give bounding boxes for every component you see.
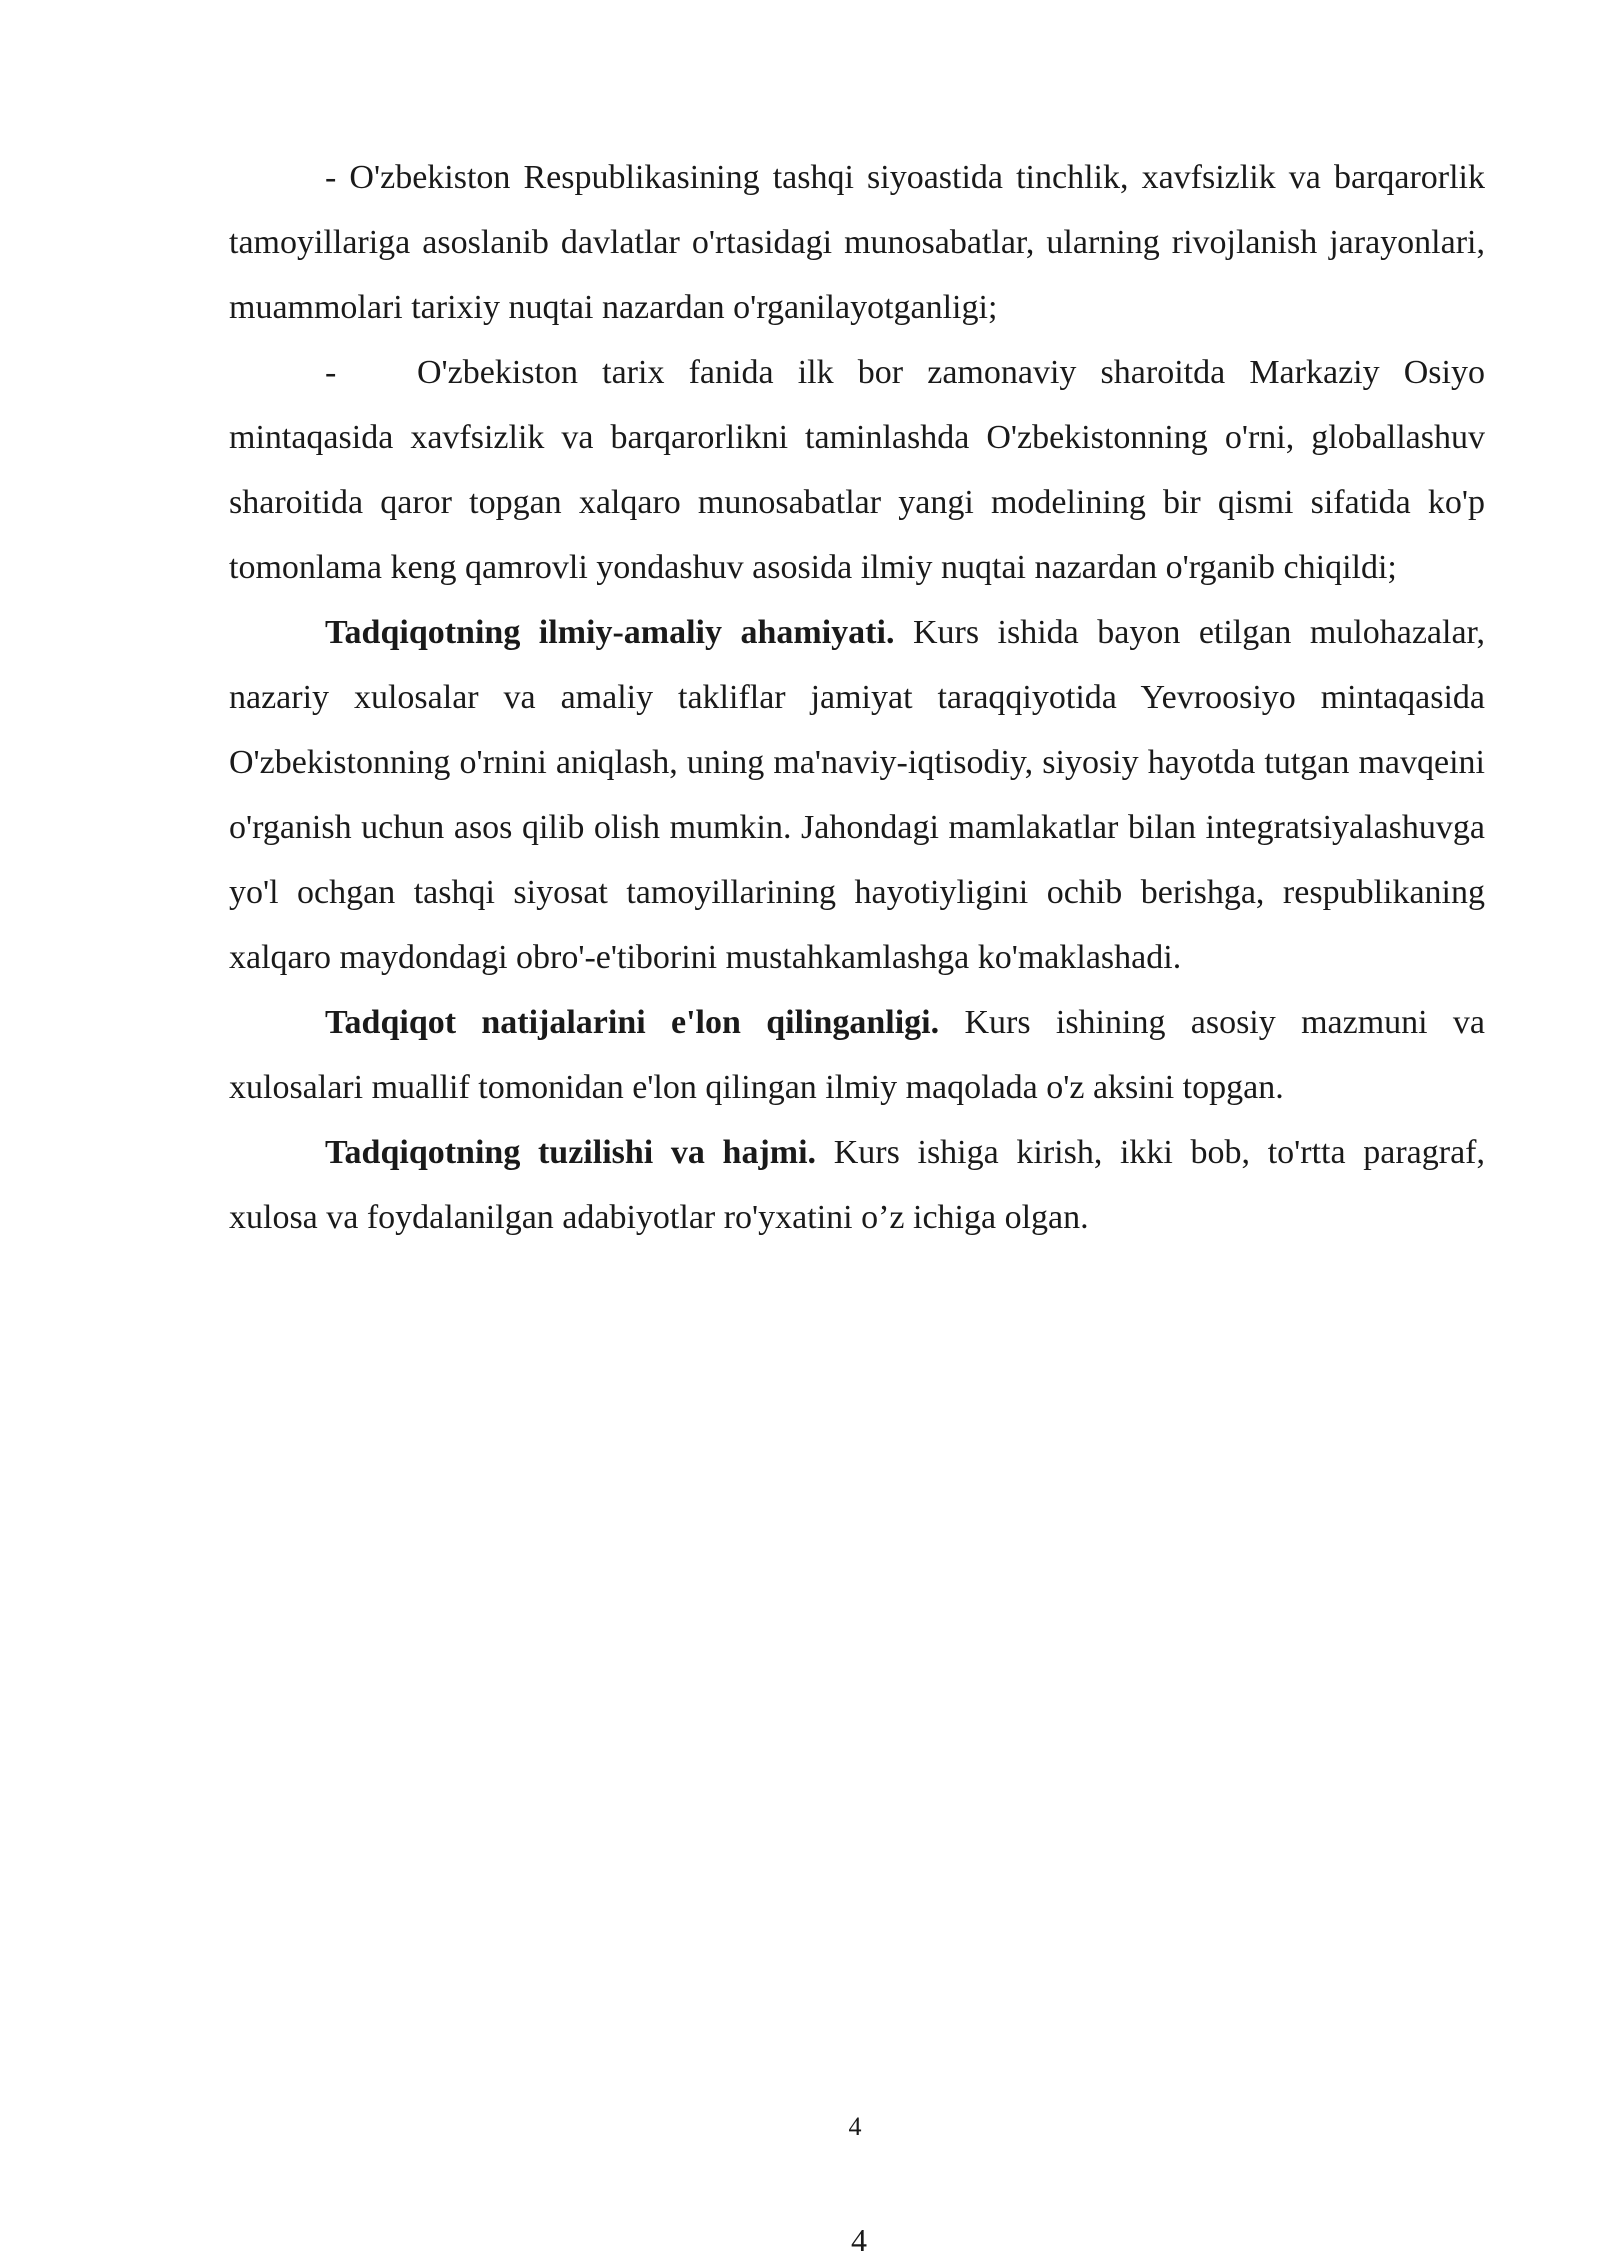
section-heading: Tadqiqotning ilmiy-amaliy ahamiyati. — [325, 614, 895, 651]
section-heading: Tadqiqot natijalarini e'lon qilinganligi. — [325, 1004, 940, 1041]
paragraph-regional-security — [229, 340, 1485, 600]
list-dash: - — [325, 354, 337, 391]
paragraph-text: Kurs ishining asosiy mazmuni va xulosalari muallif tomonidan e'lon qilingan ilmiy maqolada o'z aksini topgan. — [229, 1004, 1485, 1106]
paragraph-foreign-policy — [229, 145, 1485, 340]
page-number: 4 — [848, 2112, 862, 2141]
paragraph-text: Kurs ishiga kirish, ikki bob, to'rtta paragraf, xulosa va foydalanilgan adabiyotlar ro'yxatini o’z ichiga olgan. — [229, 1134, 1485, 1236]
paragraph-publication — [229, 990, 1485, 1120]
section-heading: Tadqiqotning tuzilishi va hajmi. — [325, 1134, 817, 1171]
paragraph-text: Kurs ishida bayon etilgan mulohazalar, nazariy xulosalar va amaliy takliflar jamiyat taraqqiyotida Yevroosiyo mintaqasida O'zbekistonning o'rnini aniqlash, uning ma'naviy-iqtisodiy, siyosiy hayotda tutgan mavqeini o'rganish uchun asos qilib olish mumkin. Jahondagi mamlakatlar bilan integratsiyalashuvga yo'l ochgan tashqi siyosat tamoyillarining hayotiyligini ochib berishga, respublikaning xalqaro maydondagi obro'-e'tiborini mustahkamlashga ko'maklashadi. — [229, 614, 1485, 976]
paragraph-text: O'zbekiston tarix fanida ilk bor zamonaviy sharoitda Markaziy Osiyo mintaqasida xavfsizlik va barqarorlikni taminlashda O'zbekistonning o'rni, globallashuv sharoitida qaror topgan xalqaro munosabatlar yangi modelining bir qismi sifatida ko'p tomonlama keng qamrovli yondashuv asosida ilmiy nuqtai nazardan o'rganib chiqildi; — [229, 354, 1485, 586]
paragraph-text: - O'zbekiston Respublikasining tashqi siyoastida tinchlik, xavfsizlik va barqarorlik tamoyillariga asoslanib davlatlar o'rtasidagi munosabatlar, ularning rivojlanish jarayonlari, muammolari tarixiy nuqtai nazardan o'rganilayotganligi; — [229, 159, 1485, 326]
paragraph-practical-significance — [229, 600, 1485, 990]
page-number-footer: 4 — [851, 2222, 867, 2258]
paragraph-structure — [229, 1120, 1485, 1250]
document-body — [229, 145, 1485, 1250]
